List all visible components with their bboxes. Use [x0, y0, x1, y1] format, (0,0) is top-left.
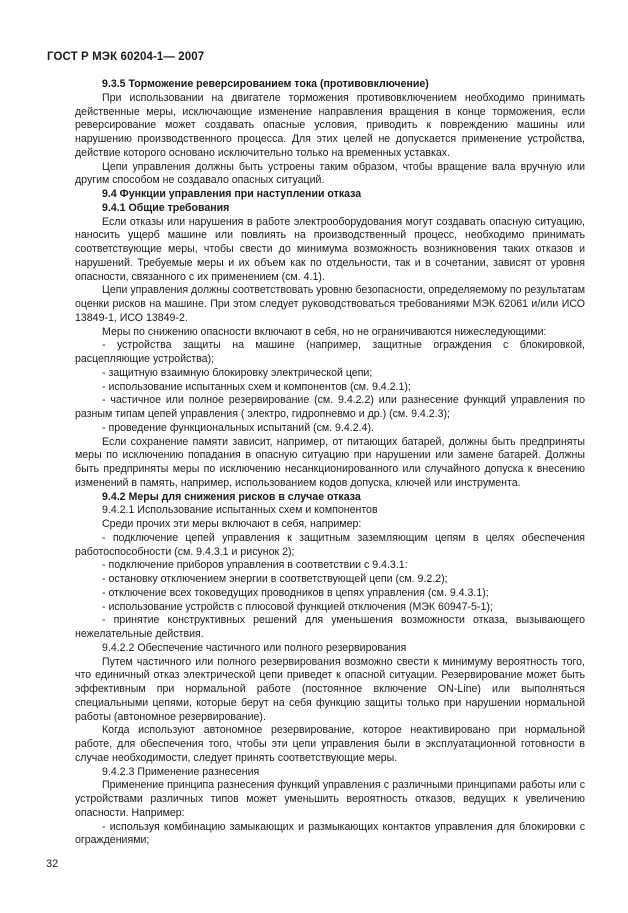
paragraph: - подключение приборов управления в соответствии с 9.4.3.1:	[102, 559, 408, 572]
document-body	[75, 78, 585, 848]
paragraph: - защитную взаимную блокировку электрической цепи;	[102, 366, 373, 379]
paragraph: Если отказы или нарушения в работе электрооборудования могут создавать опасную ситуацию, наносить ущерб машине или повлиять на производственный процесс, необходимо принимать соответствующие меры, чтобы свести до минимума возможность возникновения таких отказов и нарушений. Требуемые меры и их объем как по отдельности, так и в сочетании, зависят от уровня опасности, связанного с их применением (см. 4.1).	[75, 215, 585, 283]
document-header: ГОСТ Р МЭК 60204-1— 2007	[47, 51, 205, 63]
section-heading: 9.4.2 Меры для снижения рисков в случае отказа	[102, 490, 361, 503]
paragraph: - используя комбинацию замыкающих и размыкающих контактов управления для блокировки с ограждениями;	[75, 820, 585, 847]
paragraph: Цепи управления должны быть устроены таким образом, чтобы вращение вала вручную или другим способом не создавало опасных ситуаций.	[75, 160, 585, 187]
paragraph: Цепи управления должны соответствовать уровню безопасности, определяемому по результатам оценки рисков на машине. При этом следует руководствоваться требованиями МЭК 62061 и/или ИСО 13849-1, ИСО 13849-2.	[75, 284, 586, 324]
paragraph: - использование устройств с плюсовой функцией отключения (МЭК 60947-5-1);	[102, 600, 493, 613]
paragraph: - принятие конструктивных решений для уменьшения возможности отказа, вызывающего нежелательные действия.	[75, 614, 585, 640]
paragraph: - использование испытанных схем и компонентов (см. 9.4.2.1);	[102, 380, 411, 393]
section-heading: 9.4.1 Общие требования	[102, 201, 230, 214]
paragraph: - подключение цепей управления к защитным заземляющим цепям в целях обеспечения работоспособности (см. 9.4.3.1 и рисунок 2);	[75, 531, 585, 558]
paragraph: 9.4.2.3 Применение разнесения	[102, 765, 260, 778]
paragraph: Когда используют автономное резервирование, которое неактивировано при нормальной работе, для обеспечения того, чтобы эти цепи управления были в эксплуатационной готовности в случае необходимости, следует принять соответствующие меры.	[75, 724, 585, 764]
paragraph: Если сохранение памяти зависит, например, от питающих батарей, должны быть предприняты меры по исключению попадания в опасную ситуацию при нарушении или замене батарей. Должны быть предприняты меры по исключению несанкционированного или случайного допуска к внесению изменений в память, например, использованием кодов допуска, ключей или инструмента.	[75, 435, 585, 489]
paragraph: - частичное или полное резервирование (см. 9.4.2.2) или разнесение функций управления по разным типам цепей управления ( электро, гидропневмо и др.) (см. 9.4.2.3);	[75, 394, 585, 420]
page-number: 32	[46, 858, 59, 870]
paragraph: - проведение функциональных испытаний (см. 9.4.2.4).	[102, 421, 374, 434]
paragraph: 9.4.2.2 Обеспечение частичного или полного резервирования	[102, 641, 407, 654]
paragraph: 9.4.2.1 Использование испытанных схем и компонентов	[102, 504, 378, 517]
section-heading: 9.4 Функции управления при наступлении отказа	[102, 188, 362, 200]
paragraph: - устройства защиты на машине (например, защитные ограждения с блокировкой, расцепляющие устройства);	[75, 339, 585, 365]
section-heading: 9.3.5 Торможение реверсированием тока (противовключение)	[102, 78, 429, 90]
paragraph: - отключение всех токоведущих проводников в цепях управления (см. 9.4.3.1);	[102, 586, 489, 599]
paragraph: Меры по снижению опасности включают в себя, но не ограничиваются нижеследующими:	[102, 325, 547, 338]
paragraph: Путем частичного или полного резервирования возможно свести к минимуму вероятность того, что единичный отказ электрической цепи приведет к опасной ситуации. Резервирование может быть эффективным при нормальной работе (постоянное включение ON-Line) или выполняться специальными цепями, которые берут на себя функцию защиты только при нарушении нормальной работы (автономное резервирование).	[75, 655, 585, 723]
paragraph: - остановку отключением энергии в соответствующей цепи (см. 9.2.2);	[102, 573, 448, 585]
paragraph: Применение принципа разнесения функций управления с различными принципами работы или с устройствами различных типов может уменьшить вероятность отказов, ведущих к увеличению опасности. Например:	[75, 779, 585, 819]
paragraph: При использовании на двигателе торможения противовключением необходимо принимать действенные меры, исключающие изменение направления вращения в конце торможения, если реверсирование может создавать опасные условия, приводить к повреждению машины или нарушению производственного процесса. Для этих целей не допускается применение устройства, действие которого основано исключительно только на временных уставках.	[75, 91, 585, 159]
paragraph: Среди прочих эти меры включают в себя, например:	[102, 518, 362, 530]
